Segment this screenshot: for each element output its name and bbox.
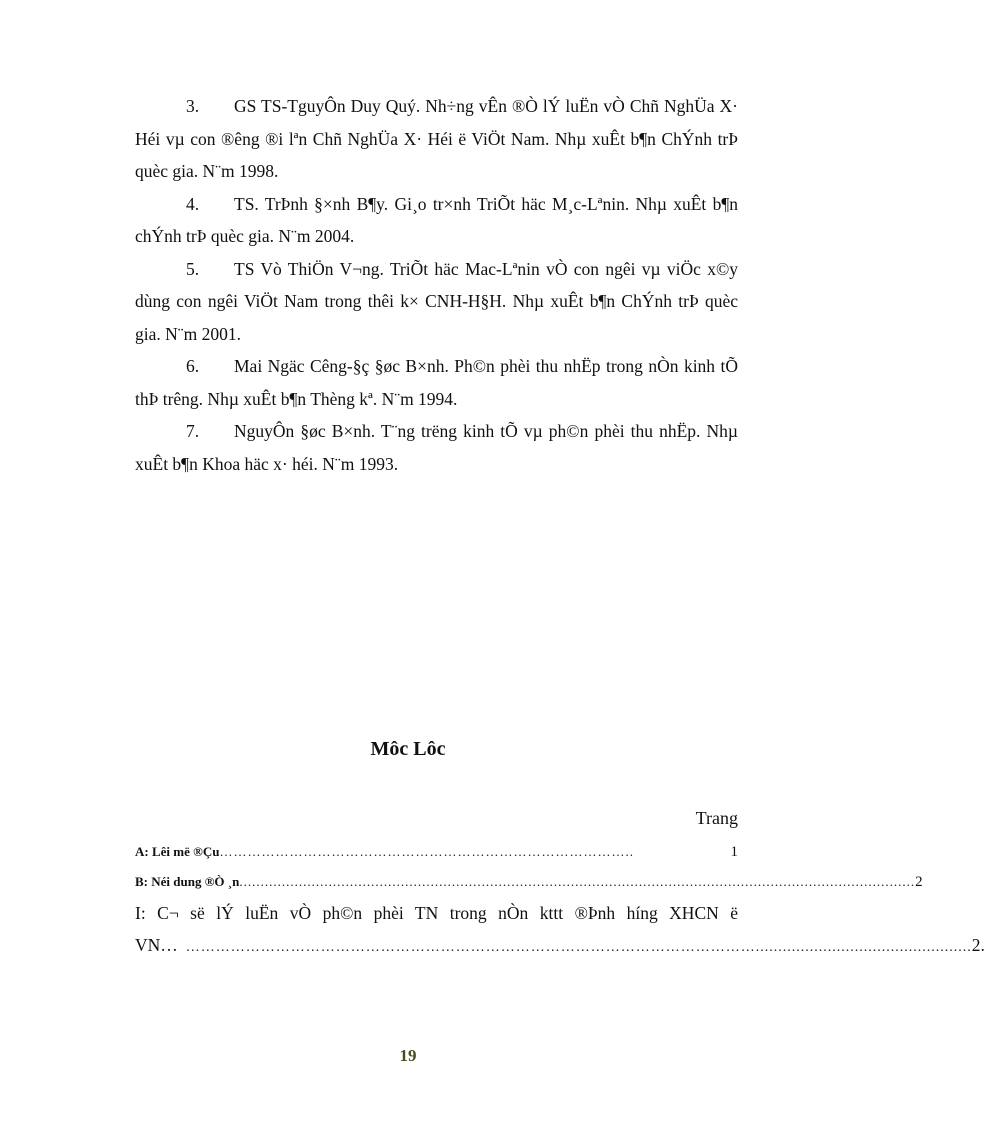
reference-item: 5. TS Vò ThiÖn V¬ng. TriÕt häc Mac-Lªnin vÒ con ngêi vµ viÖc x©y dùng con ngêi ViÖt Nam trong thêi k× CNH-H§H. Nhµ xuÊt b¶n ChÝnh trÞ quèc gia. N¨m 2001. [135, 258, 738, 344]
toc-entry-page: 2 [915, 874, 923, 890]
toc-entry-page: 2. [971, 935, 985, 955]
toc-trang-label: Trang [695, 808, 738, 828]
toc-entry-label: B: Néi dung ®Ò ¸n [135, 874, 240, 889]
reference-item: 4. TS. TrÞnh §×nh B¶y. Gi¸o tr×nh TriÕt häc M¸c-Lªnin. Nhµ xuÊt b¶n chÝnh trÞ quèc gia. N¨m 2004. [135, 193, 738, 246]
reference-item: 6. Mai Ngäc Cêng-§ç §øc B×nh. Ph©n phèi thu nhËp trong nÒn kinh tÕ thÞ trêng. Nhµ xuÊt b¶n Thèng kª. N¨m 1994. [135, 356, 738, 409]
toc-title: Môc Lôc [370, 738, 446, 760]
reference-item: 3. GS TS-TguyÔn Duy Quý. Nh÷ng vÊn ®Ò lÝ luËn vÒ Chñ NghÜa X· Héi vµ con ®êng ®i lªn Chñ NghÜa X· Héi ë ViÖt Nam. Nhµ xuÊt b¶n ChÝnh trÞ quèc gia. N¨m 1998. [135, 96, 738, 181]
toc-entry-page: 1 [730, 844, 738, 860]
toc-entry[interactable] [135, 844, 738, 861]
toc-entry[interactable] [135, 897, 985, 964]
toc-entry-label: I: C¬ së lÝ luËn vÒ ph©n phèi TN trong nÒn kttt ®Þnh híng XHCN ë [135, 903, 738, 923]
toc-entry[interactable] [135, 874, 923, 891]
page-number: 19 [399, 1046, 417, 1065]
toc-leader-dots: ............................................................................................................................................................... [239, 874, 916, 889]
toc-leader-dots: ……………………………………………………………………………………………………................................................ [185, 940, 972, 955]
reference-item: 7. NguyÔn §øc B×nh. T¨ng trëng kinh tÕ vµ ph©n phèi thu nhËp. Nhµ xuÊt b¶n Khoa häc x· héi. N¨m 1993. [135, 421, 738, 474]
toc-entry-label: A: Lêi më ®Çu [135, 844, 220, 859]
reference-list [135, 90, 738, 480]
toc-leader-dots: …………………………………………………………………………….. [219, 844, 634, 859]
toc-entry-label-continued: VN… [135, 935, 178, 955]
